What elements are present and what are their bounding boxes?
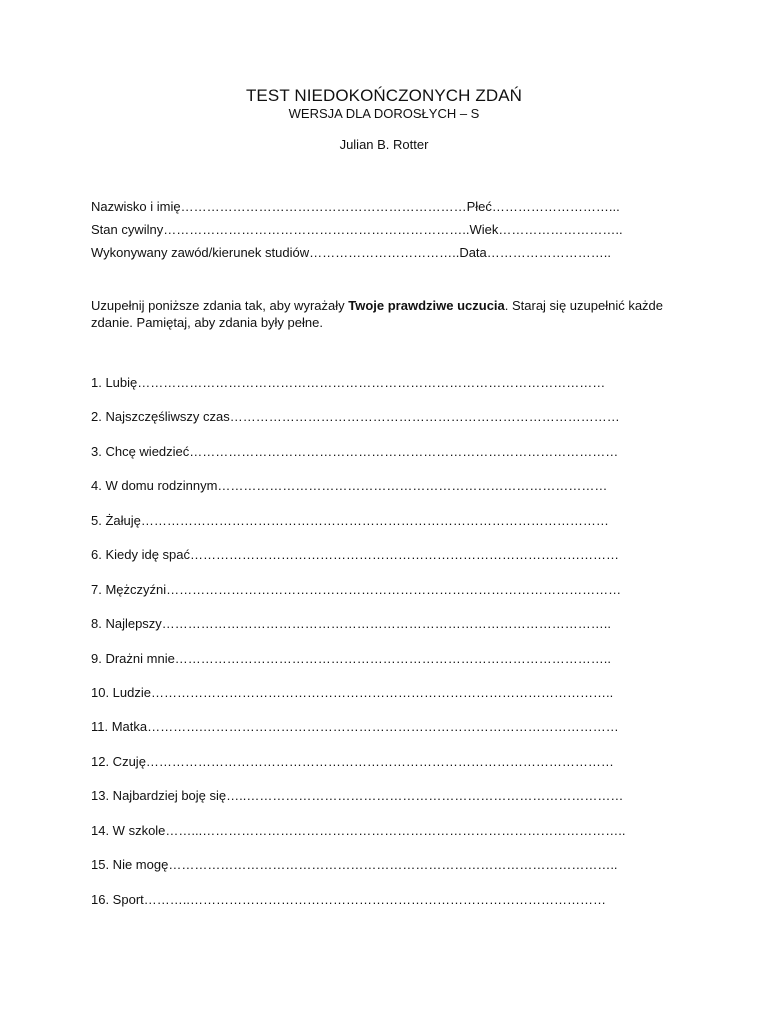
author-name: Julian B. Rotter — [339, 137, 429, 152]
name-gender-field: Nazwisko i imię…………………………………………………………Płeć………………………... — [91, 199, 620, 214]
sentence-item-15: 15. Nie mogę………………………………………………………………………………………….. — [91, 857, 618, 872]
sentence-item-14: 14. W szkole……...…………………………………………………………………………………….. — [91, 823, 626, 838]
instructions-text-start: Uzupełnij poniższe zdania tak, aby wyrażały — [91, 298, 349, 313]
sentence-item-7: 7. Mężczyźni…………………………………………………………………………………………… — [91, 582, 622, 597]
document-title: TEST NIEDOKOŃCZONYCH ZDAŃ — [245, 86, 523, 105]
marital-status-age-field: Stan cywilny……………………………………………………………..Wiek……………………….. — [91, 222, 623, 237]
sentence-item-3: 3. Chcę wiedzieć……………………………………………………………………………………… — [91, 444, 619, 459]
instructions-text-end: . Staraj się uzupełnić każde zdanie. Pamiętaj, aby zdania były pełne. — [91, 298, 664, 330]
sentence-item-11: 11. Matka………….…………………………………………………………………………………… — [91, 719, 619, 734]
sentence-item-8: 8. Najlepszy………………………………………………………………………………………….. — [91, 616, 612, 631]
sentence-item-1: 1. Lubię……………………………………………………………………………………………… — [91, 375, 606, 390]
document-subtitle: WERSJA DLA DOROSŁYCH – S — [288, 106, 480, 121]
occupation-date-field: Wykonywany zawód/kierunek studiów……………………………..Data……………………….. — [91, 245, 611, 260]
sentence-item-4: 4. W domu rodzinnym……………………………………………………………………………… — [91, 478, 608, 493]
sentence-item-13: 13. Najbardziej boję się…..…………………………………………………………………………… — [91, 788, 624, 803]
sentence-item-6: 6. Kiedy idę spać……………………………………………………………………………………… — [91, 547, 620, 562]
sentence-item-5: 5. Żałuję……………………………………………………………………………………………… — [91, 513, 609, 528]
sentence-item-12: 12. Czuję……………………………………………………………………………………………… — [91, 754, 614, 769]
sentence-item-10: 10. Ludzie…………………………………………………………………………………………….. — [91, 685, 614, 700]
instructions-emphasis: Twoje prawdziwe uczucia — [348, 298, 505, 313]
sentence-item-9: 9. Drażni mnie……………………………………………………………………………………….. — [91, 651, 612, 666]
sentence-item-16: 16. Sport………..…………………………………………………………………………………… — [91, 892, 606, 907]
instructions-paragraph — [91, 297, 691, 331]
sentence-item-2: 2. Najszczęśliwszy czas……………………………………………………………………………… — [91, 409, 620, 424]
